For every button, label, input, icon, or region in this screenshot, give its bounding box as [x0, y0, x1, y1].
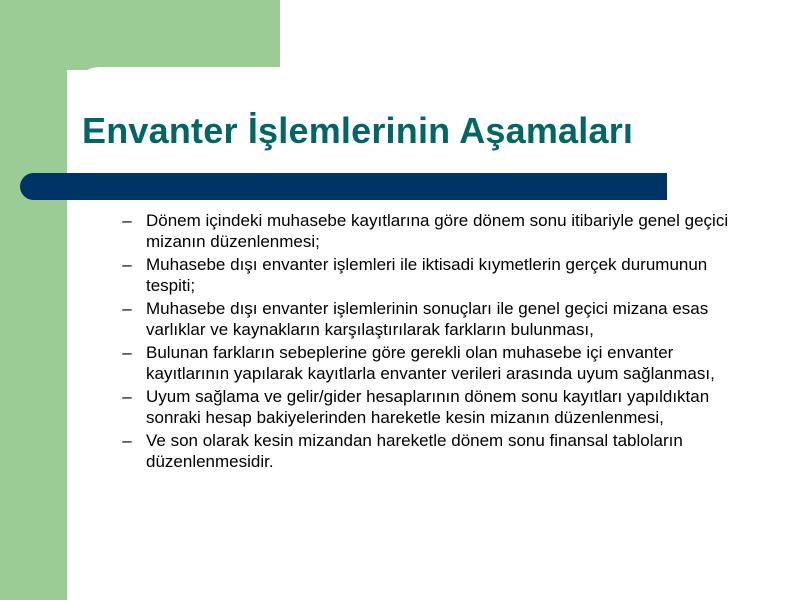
decorative-green-left-band — [0, 0, 67, 600]
bullet-text: Dönem içindeki muhasebe kayıtlarına göre dönem sonu itibariyle genel geçici mizanın düzenlenmesi; — [146, 211, 729, 251]
bullet-list — [120, 211, 750, 475]
dash-bullet-icon: – — [122, 431, 132, 450]
bullet-text: Bulunan farkların sebeplerine göre gerekli olan muhasebe içi envanter kayıtlarının yapılarak kayıtlarla envanter verileri arasında uyum sağlanması, — [146, 343, 715, 383]
dash-bullet-icon: – — [122, 211, 132, 230]
slide-title: Envanter İşlemlerinin Aşamaları — [82, 110, 634, 151]
bullet-text: Ve son olarak kesin mizandan hareketle dönem sonu finansal tabloların düzenlenmesidir. — [146, 431, 683, 471]
title-underline-bar — [20, 173, 667, 200]
bullet-item-4 — [120, 343, 750, 384]
bullet-item-3 — [120, 299, 750, 340]
bullet-item-5 — [120, 387, 750, 428]
bullet-text: Uyum sağlama ve gelir/gider hesaplarının dönem sonu kayıtları yapıldıktan sonraki hesap bakiyelerinden hareketle kesin mizanın düzenlenmesi, — [146, 387, 710, 427]
dash-bullet-icon: – — [122, 387, 132, 406]
dash-bullet-icon: – — [122, 299, 132, 318]
bullet-text: Muhasebe dışı envanter işlemleri ile iktisadi kıymetlerin gerçek durumunun tespiti; — [146, 255, 708, 295]
dash-bullet-icon: – — [122, 255, 132, 274]
bullet-item-2 — [120, 255, 750, 296]
bullet-item-6 — [120, 431, 750, 472]
bullet-item-1 — [120, 211, 750, 252]
bullet-text: Muhasebe dışı envanter işlemlerinin sonuçları ile genel geçici mizana esas varlıklar ve kaynakların karşılaştırılarak farkların bulunması, — [146, 299, 709, 339]
dash-bullet-icon: – — [122, 343, 132, 362]
